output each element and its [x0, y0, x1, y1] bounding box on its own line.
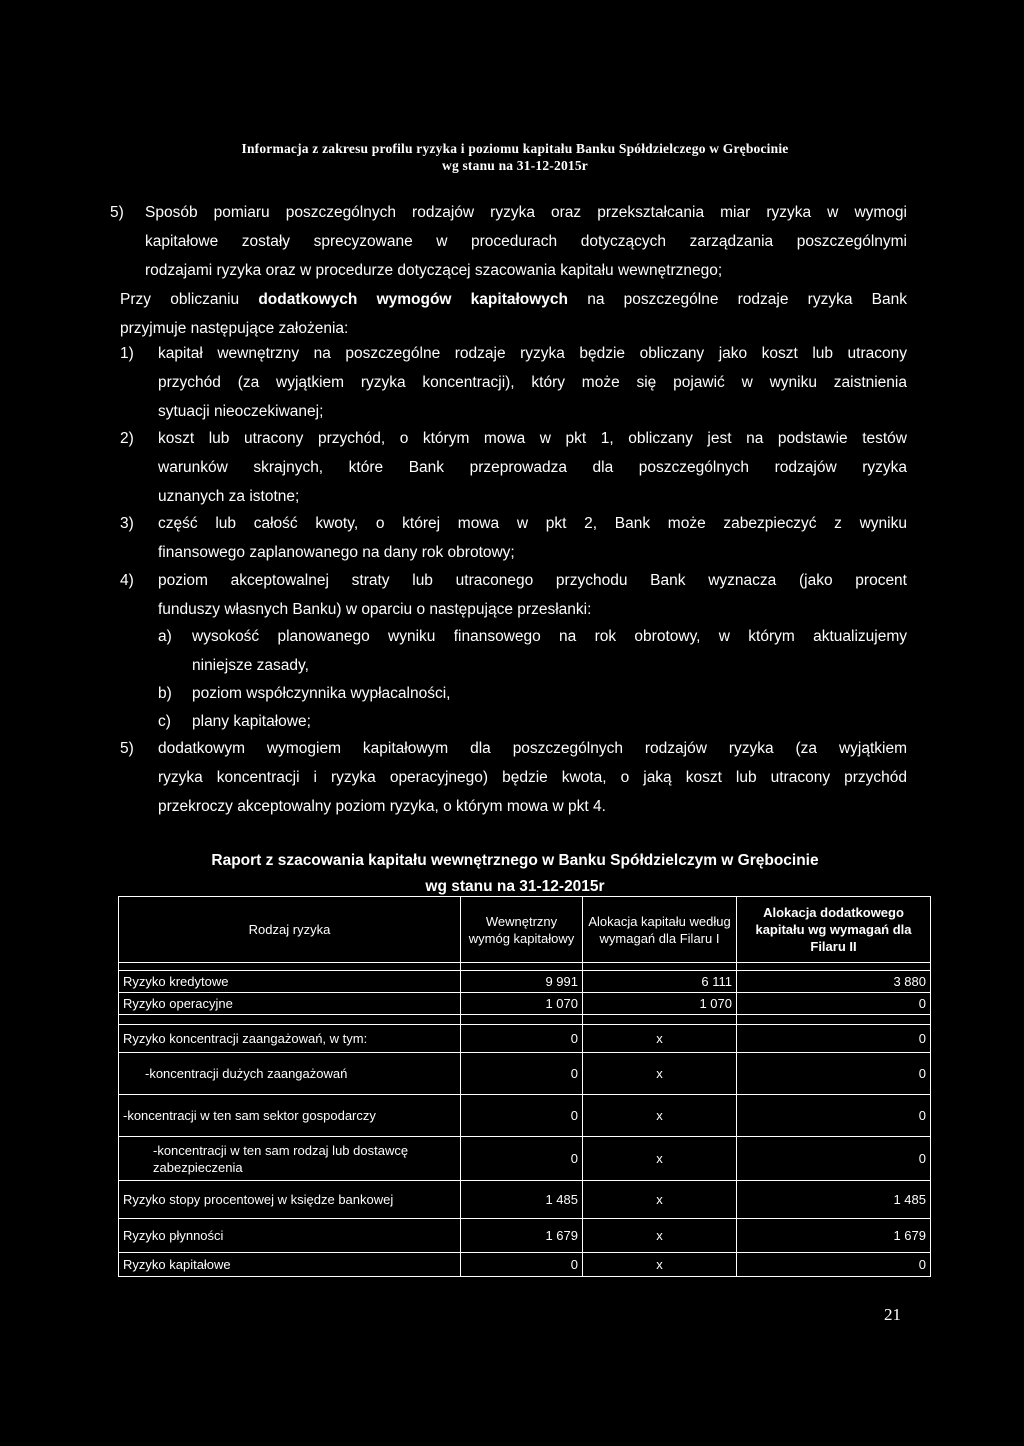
paragraph-line: ryzyka koncentracji i ryzyka operacyjnego) będzie kwota, o jaką koszt lub utracony przychód	[158, 769, 907, 787]
risk-name: Ryzyko kapitałowe	[119, 1253, 461, 1277]
pillar1-allocation: x	[583, 1181, 737, 1219]
list-item	[158, 339, 907, 427]
table-row	[119, 1219, 931, 1253]
pillar1-allocation: 1 070	[583, 993, 737, 1015]
list-marker: 5)	[120, 740, 134, 757]
paragraph-line: warunków skrajnych, które Bank przeprowadza dla poszczególnych rodzajów ryzyka	[158, 459, 907, 477]
paragraph-line	[120, 285, 907, 314]
internal-requirement: 1 679	[461, 1219, 583, 1253]
intro-bold-text: dodatkowych wymogów kapitałowych	[258, 291, 569, 308]
table-row	[119, 1053, 931, 1095]
list-marker: 1)	[120, 345, 134, 362]
internal-requirement: 0	[461, 1137, 583, 1181]
paragraph-line: przekroczy akceptowalny poziom ryzyka, o którym mowa w pkt 4.	[158, 798, 606, 816]
sublist-marker: b)	[158, 685, 172, 702]
list-marker: 4)	[120, 572, 134, 589]
paragraph-line: funduszy własnych Banku) w oparciu o następujące przesłanki:	[158, 601, 592, 619]
risk-name: Ryzyko kredytowe	[119, 971, 461, 993]
pillar2-allocation: 0	[737, 993, 931, 1015]
pillar1-allocation: x	[583, 1219, 737, 1253]
paragraph-line: poziom akceptowalnej straty lub utraconego przychodu Bank wyznacza (jako procent	[158, 572, 907, 589]
risk-name: Ryzyko płynności	[119, 1219, 461, 1253]
section-5-paragraph	[145, 198, 907, 286]
table-row	[119, 971, 931, 993]
column-header: Alokacja kapitału według wymagań dla Filaru I	[583, 897, 737, 963]
internal-requirement: 1 070	[461, 993, 583, 1015]
list-item	[158, 566, 907, 624]
intro-text: Przy obliczaniu	[120, 291, 259, 308]
list-item	[158, 424, 907, 512]
pillar1-allocation: x	[583, 1137, 737, 1181]
report-title	[0, 848, 1024, 900]
pillar2-allocation: 0	[737, 1095, 931, 1137]
risk-name: -koncentracji dużych zaangażowań	[119, 1053, 461, 1095]
paragraph-line: kapitał wewnętrzny na poszczególne rodzaje ryzyka będzie obliczany jako koszt lub utracony	[158, 345, 907, 362]
paragraph-line: finansowego zaplanowanego na dany rok obrotowy;	[158, 544, 515, 562]
column-header: Rodzaj ryzyka	[119, 897, 461, 963]
paragraph-line: kapitałowe zostały sprecyzowane w procedurach dotyczących zarządzania poszczególnymi	[145, 233, 907, 251]
pillar2-allocation: 3 880	[737, 971, 931, 993]
column-header: Alokacja dodatkowego kapitału wg wymagań dla Filaru II	[737, 897, 931, 963]
sublist-item	[192, 622, 907, 680]
internal-requirement: 0	[461, 1095, 583, 1137]
sublist-item	[192, 707, 907, 736]
risk-name: Ryzyko stopy procentowej w księdze bankowej	[119, 1181, 461, 1219]
pillar2-allocation: 0	[737, 1137, 931, 1181]
risk-name: Ryzyko koncentracji zaangażowań, w tym:	[119, 1025, 461, 1053]
column-header: Wewnętrzny wymóg kapitałowy	[461, 897, 583, 963]
paragraph-line: część lub całość kwoty, o której mowa w pkt 2, Bank może zabezpieczyć z wyniku	[158, 515, 907, 532]
report-date: wg stanu na 31-12-2015r	[425, 878, 605, 895]
internal-requirement: 0	[461, 1253, 583, 1277]
paragraph-line: Sposób pomiaru poszczególnych rodzajów ryzyka oraz przekształcania miar ryzyka w wymogi	[145, 204, 907, 221]
table-row	[119, 1181, 931, 1219]
table-row	[119, 1253, 931, 1277]
paragraph-line: poziom współczynnika wypłacalności,	[192, 685, 451, 702]
paragraph-line: sytuacji nieoczekiwanej;	[158, 403, 324, 421]
intro-paragraph	[120, 285, 907, 343]
sublist-item	[192, 679, 907, 708]
table-row	[119, 1095, 931, 1137]
paragraph-line: koszt lub utracony przychód, o którym mowa w pkt 1, obliczany jest na podstawie testów	[158, 430, 907, 447]
pillar2-allocation: 1 679	[737, 1219, 931, 1253]
pillar1-allocation: x	[583, 1095, 737, 1137]
table-row	[119, 993, 931, 1015]
list-item	[158, 734, 907, 822]
paragraph-line: wysokość planowanego wyniku finansowego na rok obrotowy, w którym aktualizujemy	[192, 628, 907, 645]
list-marker: 3)	[120, 515, 134, 532]
page-number: 21	[884, 1305, 901, 1324]
internal-requirement: 0	[461, 1053, 583, 1095]
paragraph-line: niniejsze zasady,	[192, 657, 309, 675]
internal-requirement: 1 485	[461, 1181, 583, 1219]
pillar2-allocation: 1 485	[737, 1181, 931, 1219]
pillar1-allocation: x	[583, 1025, 737, 1053]
list-item	[158, 509, 907, 567]
capital-table	[118, 896, 931, 1277]
pillar2-allocation: 0	[737, 1253, 931, 1277]
list-marker: 2)	[120, 430, 134, 447]
paragraph-line: dodatkowym wymogiem kapitałowym dla poszczególnych rodzajów ryzyka (za wyjątkiem	[158, 740, 907, 757]
paragraph-line: rodzajami ryzyka oraz w procedurze dotyczącej szacowania kapitału wewnętrznego;	[145, 262, 723, 280]
risk-name: -koncentracji w ten sam sektor gospodarczy	[119, 1095, 461, 1137]
sublist-marker: c)	[158, 713, 171, 730]
pillar1-allocation: x	[583, 1053, 737, 1095]
paragraph-line: uznanych za istotne;	[158, 488, 300, 506]
pillar2-allocation: 0	[737, 1025, 931, 1053]
report-title-line: Raport z szacowania kapitału wewnętrznego w Banku Spółdzielczym w Grębocinie	[211, 852, 819, 869]
risk-name: Ryzyko operacyjne	[119, 993, 461, 1015]
internal-requirement: 9 991	[461, 971, 583, 993]
risk-name: -koncentracji w ten sam rodzaj lub dostawcę zabezpieczenia	[119, 1137, 461, 1181]
header-date: wg stanu na 31-12-2015r	[442, 158, 588, 173]
pillar1-allocation: 6 111	[583, 971, 737, 993]
spacer-row	[119, 1015, 931, 1025]
paragraph-line: plany kapitałowe;	[192, 713, 311, 730]
intro-text: na poszczególne rodzaje ryzyka Bank	[568, 291, 907, 308]
table-row	[119, 1137, 931, 1181]
internal-requirement: 0	[461, 1025, 583, 1053]
table-header-row	[119, 897, 931, 963]
paragraph-line: przyjmuje następujące założenia:	[120, 320, 349, 338]
header-title: Informacja z zakresu profilu ryzyka i poziomu kapitału Banku Spółdzielczego w Grębocinie	[241, 141, 789, 156]
pillar1-allocation: x	[583, 1253, 737, 1277]
spacer-row	[119, 963, 931, 971]
pillar2-allocation: 0	[737, 1053, 931, 1095]
document-header	[0, 140, 1024, 174]
paragraph-line: przychód (za wyjątkiem ryzyka koncentracji), który może się pojawić w wyniku zaistnienia	[158, 374, 907, 392]
sublist-marker: a)	[158, 628, 172, 645]
table-row	[119, 1025, 931, 1053]
section-marker: 5)	[110, 204, 124, 221]
